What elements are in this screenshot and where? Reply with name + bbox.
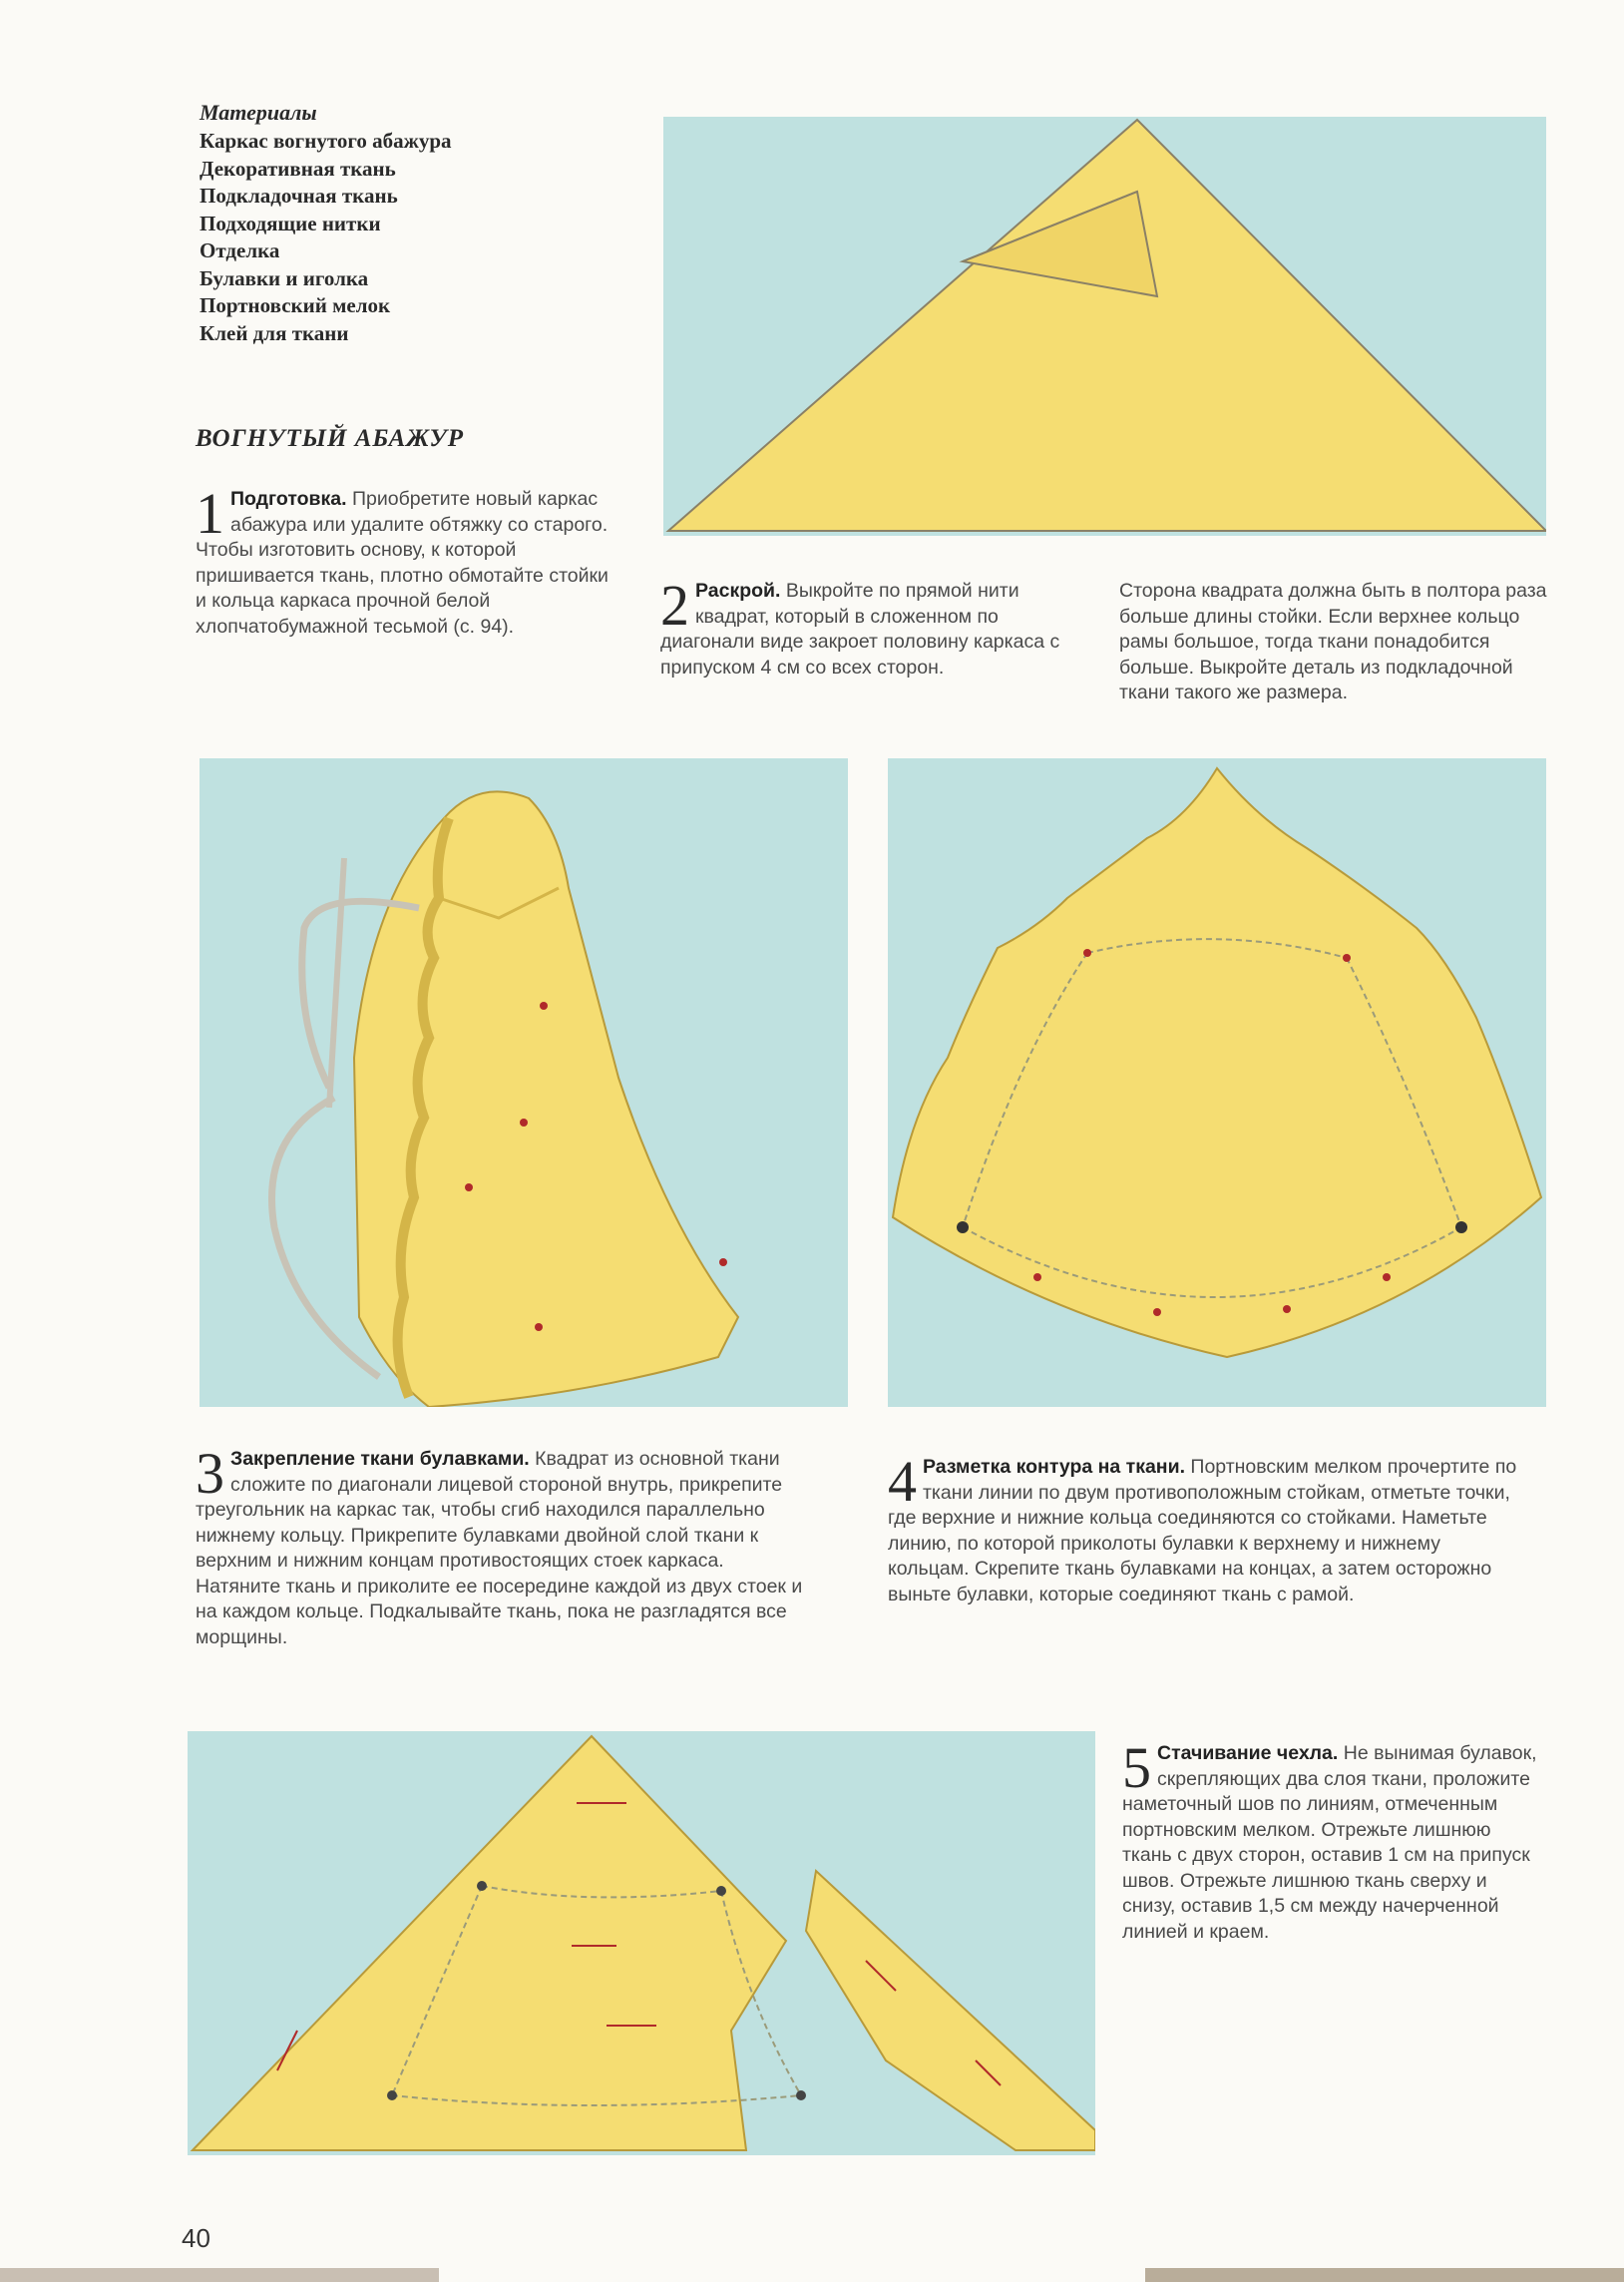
step-text: Портновским мелком прочертите по ткани линии по двум противоположным стойкам, отметьте точки, где верхние и нижние кольца соединяются со стойками. Наметьте линию, по которой приколоты булавки к верхнему и нижнему кольцам. Скрепите ткань булавками на концах, а затем осторожно выньте булавки, которые соединяют ткань с рамой. xyxy=(888,1456,1517,1605)
step-text: Не вынимая булавок, скрепляющих два слоя ткани, проложите наметочный шов по линиям, отмеченным портновским мелком. Отрежьте лишнюю ткань с двух сторон, оставив 1 см на припуск швов. Отрежьте лишнюю ткань сверху и снизу, оставив 1,5 см между начерченной линией и краем. xyxy=(1122,1742,1537,1943)
illustration-marking-contour xyxy=(888,758,1546,1407)
step-text: Выкройте по прямой нити квадрат, который в сложенном по диагонали виде закроет половину каркаса с припуском 4 см со всех сторон. xyxy=(660,580,1060,679)
step-2-continued xyxy=(1119,579,1548,706)
materials-item: Клей для ткани xyxy=(200,320,349,345)
materials-list xyxy=(200,100,579,347)
materials-item: Портновский мелок xyxy=(200,293,391,317)
step-5 xyxy=(1122,1735,1541,1945)
section-title: ВОГНУТЫЙ АБАЖУР xyxy=(196,425,465,452)
materials-item: Каркас вогнутого абажура xyxy=(200,129,452,153)
step-text: Сторона квадрата должна быть в полтора раза больше длины стойки. Если верхнее кольцо рамы большое, тогда ткани понадобится больше. Выкройте деталь из подкладочной ткани такого же размера. xyxy=(1119,580,1547,703)
step-number: 2 xyxy=(660,573,689,638)
folded-square-drawing xyxy=(663,117,1546,536)
step-text: Приобретите новый каркас абажура или удалите обтяжку со старого. Чтобы изготовить основу, к которой пришивается ткань, плотно обмотайте стойки и кольца каркаса прочной белой хлопчатобумажной тесьмой (с. 94). xyxy=(196,488,609,638)
step-heading: Стачивание чехла. xyxy=(1157,1742,1339,1764)
step-number: 4 xyxy=(888,1449,917,1514)
step-3 xyxy=(196,1441,814,1650)
page-number: 40 xyxy=(182,2223,210,2253)
marking-contour-drawing xyxy=(888,758,1546,1407)
sewing-cover-drawing xyxy=(188,1731,1095,2155)
step-heading: Закрепление ткани булавками. xyxy=(230,1448,530,1470)
step-number: 1 xyxy=(196,481,224,546)
materials-item: Подходящие нитки xyxy=(200,211,381,235)
illustration-pinning-fabric xyxy=(200,758,848,1407)
materials-item: Декоративная ткань xyxy=(200,156,396,181)
bottom-edge-strip xyxy=(1145,2268,1624,2282)
step-2 xyxy=(660,573,1079,681)
materials-item: Отделка xyxy=(200,238,280,262)
step-1 xyxy=(196,481,624,640)
step-heading: Разметка контура на ткани. xyxy=(923,1456,1185,1478)
materials-item: Булавки и иголка xyxy=(200,265,369,290)
materials-title: Материалы xyxy=(200,100,317,125)
step-number: 5 xyxy=(1122,1735,1151,1800)
materials-item: Подкладочная ткань xyxy=(200,184,398,208)
bottom-edge-strip xyxy=(0,2268,439,2282)
step-number: 3 xyxy=(196,1441,224,1506)
step-heading: Подготовка. xyxy=(230,488,347,510)
pinning-fabric-drawing xyxy=(200,758,848,1407)
step-heading: Раскрой. xyxy=(695,580,781,602)
illustration-sewing-cover xyxy=(188,1731,1095,2155)
step-4 xyxy=(888,1449,1526,1607)
step-text: Квадрат из основной ткани сложите по диагонали лицевой стороной внутрь, прикрепите треугольник на каркас так, чтобы сгиб находился параллельно нижнему кольцу. Прикрепите булавками двойной слой ткани к верхним и нижним концам противостоящих стоек каркаса. Натяните ткань и приколите ее посередине каждой из двух стоек и на каждом кольце. Подкалывайте ткань, пока не разгладятся все морщины. xyxy=(196,1448,803,1648)
illustration-folded-square xyxy=(663,117,1546,536)
